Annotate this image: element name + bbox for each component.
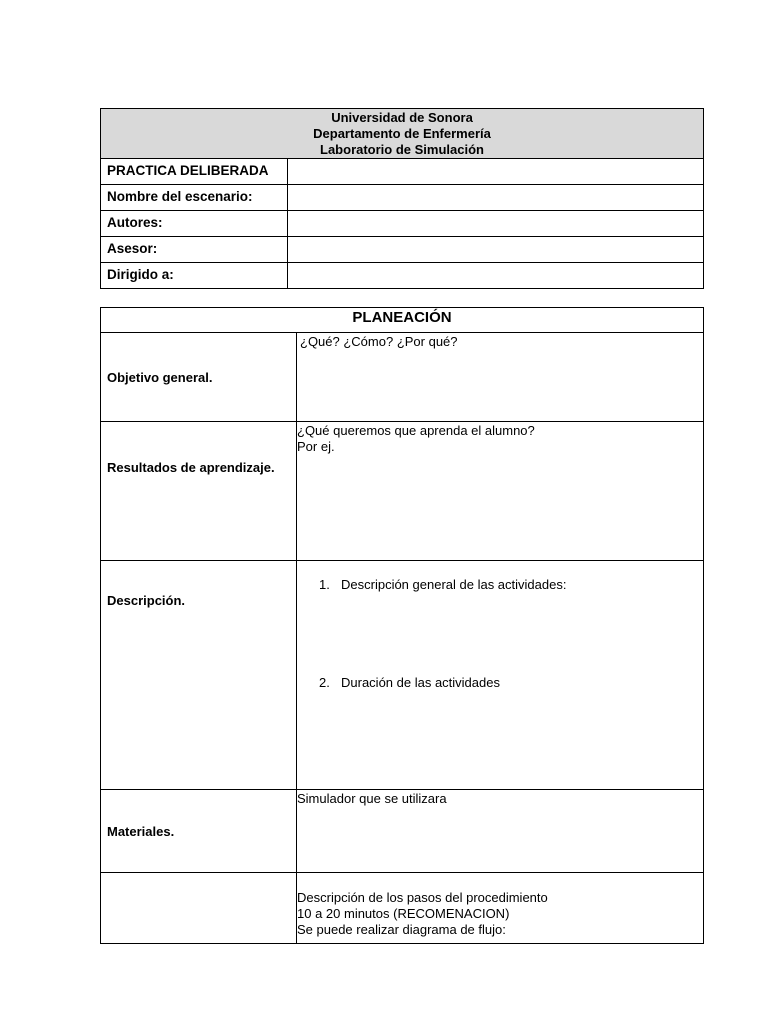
lab-name: Laboratorio de Simulación xyxy=(320,142,484,157)
procedure-line-1: Descripción de los pasos del procedimiento xyxy=(297,890,548,905)
objective-content[interactable] xyxy=(297,333,704,422)
materials-text: Simulador que se utilizara xyxy=(297,791,447,806)
header-table xyxy=(100,108,704,289)
description-item-1 xyxy=(297,577,703,593)
row-description xyxy=(101,561,704,790)
row-materials xyxy=(101,790,704,873)
item-2-number: 2. xyxy=(319,675,330,690)
planning-title: PLANEACIÓN xyxy=(101,308,704,333)
learning-label: Resultados de aprendizaje. xyxy=(101,422,297,561)
scenario-name-label: Nombre del escenario: xyxy=(101,185,288,211)
item-1-number: 1. xyxy=(319,577,330,592)
advisor-value[interactable] xyxy=(288,237,704,263)
university-name: Universidad de Sonora xyxy=(331,110,473,125)
practice-value[interactable] xyxy=(288,159,704,185)
audience-label: Dirigido a: xyxy=(101,263,288,289)
row-procedure xyxy=(101,873,704,944)
description-label: Descripción. xyxy=(101,561,297,790)
authors-label: Autores: xyxy=(101,211,288,237)
learning-line-2: Por ej. xyxy=(297,439,335,454)
institution-header xyxy=(101,109,704,159)
row-practice xyxy=(101,159,704,185)
row-audience xyxy=(101,263,704,289)
materials-content[interactable] xyxy=(297,790,704,873)
learning-content[interactable] xyxy=(297,422,704,561)
description-item-2 xyxy=(297,675,703,691)
scenario-name-value[interactable] xyxy=(288,185,704,211)
row-learning xyxy=(101,422,704,561)
row-objective xyxy=(101,333,704,422)
item-1-text: Descripción general de las actividades: xyxy=(341,577,567,592)
description-content[interactable] xyxy=(297,561,704,790)
procedure-line-3: Se puede realizar diagrama de flujo: xyxy=(297,922,506,937)
description-list xyxy=(297,577,703,691)
procedure-label xyxy=(101,873,297,944)
learning-line-1: ¿Qué queremos que aprenda el alumno? xyxy=(297,423,535,438)
row-scenario xyxy=(101,185,704,211)
procedure-line-2: 10 a 20 minutos (RECOMENACION) xyxy=(297,906,510,921)
advisor-label: Asesor: xyxy=(101,237,288,263)
practice-label: PRACTICA DELIBERADA xyxy=(101,159,288,185)
department-name: Departamento de Enfermería xyxy=(313,126,491,141)
item-2-text: Duración de las actividades xyxy=(341,675,500,690)
row-advisor xyxy=(101,237,704,263)
materials-label: Materiales. xyxy=(101,790,297,873)
authors-value[interactable] xyxy=(288,211,704,237)
procedure-content[interactable] xyxy=(297,873,704,944)
objective-label: Objetivo general. xyxy=(101,333,297,422)
planning-table xyxy=(100,307,704,944)
objective-text: ¿Qué? ¿Cómo? ¿Por qué? xyxy=(300,334,458,349)
row-authors xyxy=(101,211,704,237)
audience-value[interactable] xyxy=(288,263,704,289)
